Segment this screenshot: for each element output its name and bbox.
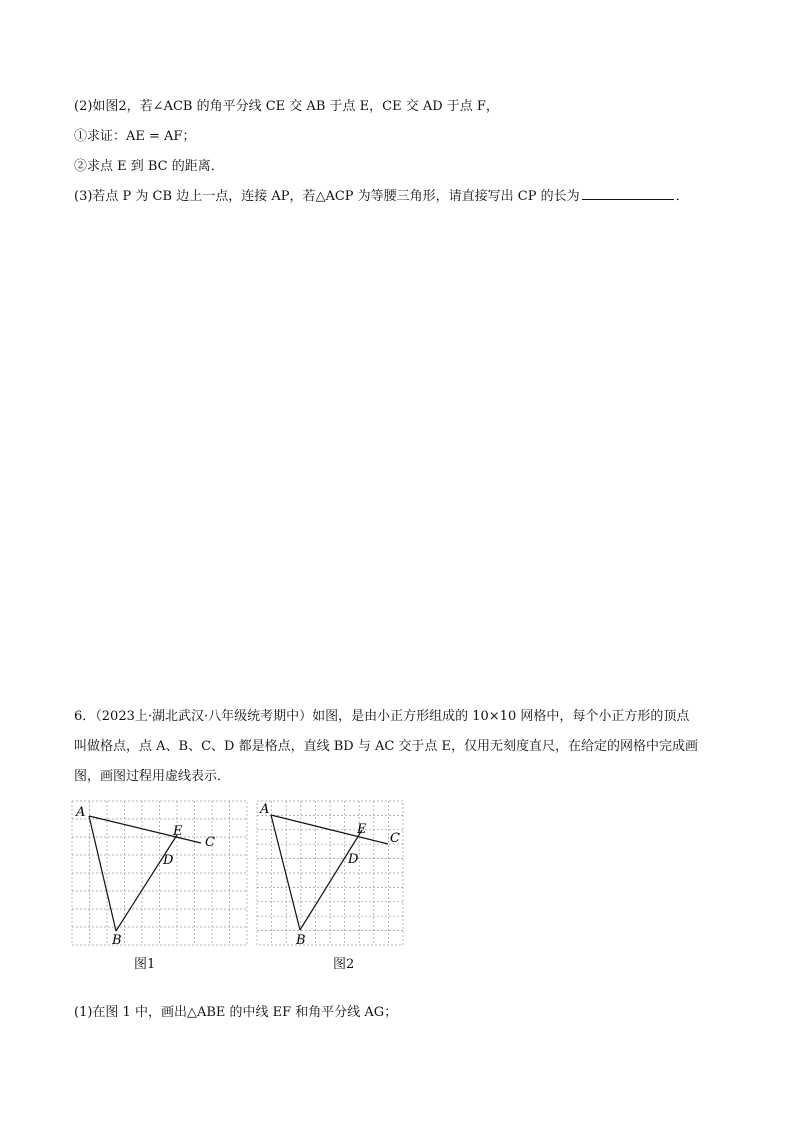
figure-2	[245, 798, 445, 948]
label-A: A	[76, 805, 86, 820]
problem6-sub1: (1)在图 1 中，画出△ABE 的中线 EF 和角平分线 AG；	[74, 1005, 398, 1020]
answer-blank	[582, 187, 674, 200]
problem6-line3: 图，画图过程用虚线表示．	[74, 769, 231, 784]
label-B: B	[296, 933, 306, 948]
figure-1-caption: 图1	[134, 957, 156, 972]
label-A: A	[260, 802, 270, 817]
label-B: B	[112, 933, 122, 948]
figure-1-lines	[89, 816, 201, 931]
part2-line2: ①求证：AE = AF；	[74, 129, 196, 144]
problem6-line1: 6．（2023上·湖北武汉·八年级统考期中）如图，是由小正方形组成的 10×10 网格中，每个小正方形的顶点	[74, 709, 690, 724]
label-E: E	[357, 822, 367, 837]
part3-end: ．	[675, 189, 689, 204]
label-C: C	[205, 835, 215, 850]
part2-line1: (2)如图2，若∠ACB 的角平分线 CE 交 AB 于点 E，CE 交 AD 于点 F，	[74, 99, 499, 114]
label-C: C	[390, 831, 400, 846]
grid-1	[72, 801, 247, 945]
part2-line3: ②求点 E 到 BC 的距离．	[74, 159, 224, 174]
figure-2-caption: 图2	[333, 957, 355, 972]
label-D: D	[163, 853, 174, 868]
part3-line	[74, 187, 689, 207]
part3-text: (3)若点 P 为 CB 边上一点，连接 AP，若△ACP 为等腰三角形，请直接写出 CP 的长为	[74, 189, 580, 204]
label-E: E	[173, 824, 183, 839]
figure-2-lines	[271, 815, 388, 930]
grid-2	[257, 801, 403, 945]
problem6-line2: 叫做格点，点 A、B、C、D 都是格点，直线 BD 与 AC 交于点 E，仅用无刻度直尺，在给定的网格中完成画	[74, 739, 699, 754]
label-D: D	[348, 852, 359, 867]
figure-1	[60, 798, 260, 948]
